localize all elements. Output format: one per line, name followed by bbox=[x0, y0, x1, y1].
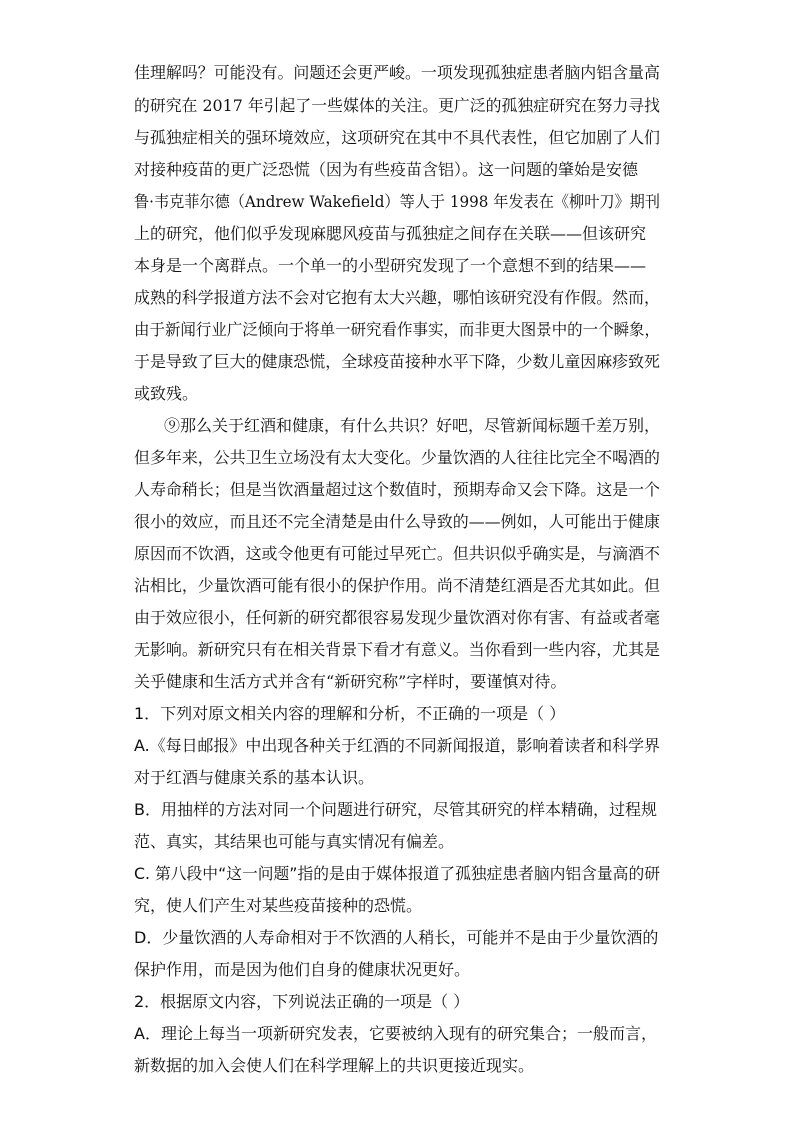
option-line bbox=[0, 1018, 794, 1050]
passage-line bbox=[0, 154, 794, 186]
option-line bbox=[0, 730, 794, 762]
passage-line bbox=[0, 90, 794, 122]
question-stem bbox=[0, 986, 794, 1018]
option-line-text: C. 第八段中“这一问题”指的是由于媒体报道了孤独症患者脑内铝含量高的研 bbox=[134, 864, 660, 883]
option-line-text: A．理论上每当一项新研究发表，它要被纳入现有的研究集合；一般而言， bbox=[134, 1024, 657, 1043]
option-line-text: A.《每日邮报》中出现各种关于红酒的不同新闻报道，影响着读者和科学界 bbox=[134, 736, 661, 755]
passage-line-text: 对接种疫苗的更广泛恐慌（因为有些疫苗含铝）。这一问题的肇始是安德 bbox=[134, 160, 639, 179]
passage-line bbox=[0, 122, 794, 154]
passage-line bbox=[0, 666, 794, 698]
option-line bbox=[0, 954, 794, 986]
passage-line bbox=[0, 186, 794, 218]
option-line bbox=[0, 794, 794, 826]
option-line-text: D．少量饮酒的人寿命相对于不饮酒的人稍长，可能并不是由于少量饮酒的 bbox=[134, 928, 659, 947]
passage-line-text: 鲁·韦克菲尔德（Andrew Wakefield）等人于 1998 年发表在《柳叶刀》期刊 bbox=[134, 192, 660, 211]
passage-line-text: 人寿命稍长；但是当饮酒量超过这个数值时，预期寿命又会下降。这是一个 bbox=[134, 480, 661, 499]
passage-line bbox=[0, 634, 794, 666]
passage-line bbox=[0, 474, 794, 506]
passage-line bbox=[0, 506, 794, 538]
passage-line bbox=[0, 218, 794, 250]
question-stem-text: 2．根据原文内容，下列说法正确的一项是（ ） bbox=[134, 992, 470, 1011]
passage-line bbox=[0, 538, 794, 570]
option-line-text: 新数据的加入会使人们在科学理解上的共识更接近现实。 bbox=[134, 1056, 535, 1075]
option-line-text: B．用抽样的方法对同一个问题进行研究，尽管其研究的样本精确，过程规 bbox=[134, 800, 657, 819]
passage-line bbox=[0, 57, 794, 89]
option-line bbox=[0, 762, 794, 794]
passage-line bbox=[0, 314, 794, 346]
passage-line-text: 上的研究，他们似乎发现麻腮风疫苗与孤独症之间存在关联——但该研究 bbox=[134, 224, 647, 243]
option-line bbox=[0, 826, 794, 858]
passage-line-text: ⑨那么关于红酒和健康，有什么共识？好吧，尽管新闻标题千差万别， bbox=[164, 416, 661, 435]
passage-line-text: 原因而不饮酒，这或令他更有可能过早死亡。但共识似乎确实是，与滴酒不 bbox=[134, 544, 661, 563]
passage-line-text: 但多年来，公共卫生立场没有太大变化。少量饮酒的人往往比完全不喝酒的 bbox=[134, 448, 661, 467]
option-line-text: 究，使人们产生对某些疫苗接种的恐慌。 bbox=[134, 896, 423, 915]
passage-line-text: 很小的效应，而且还不完全清楚是由什么导致的——例如，人可能出于健康 bbox=[134, 512, 661, 531]
passage-line bbox=[0, 282, 794, 314]
passage-line-text: 本身是一个离群点。一个单一的小型研究发现了一个意想不到的结果—— bbox=[134, 256, 647, 275]
passage-line bbox=[0, 570, 794, 602]
passage-line-text: 的研究在 2017 年引起了一些媒体的关注。更广泛的孤独症研究在努力寻找 bbox=[134, 96, 661, 115]
question-stem-text: 1．下列对原文相关内容的理解和分析，不正确的一项是（ ） bbox=[134, 704, 566, 723]
passage-line-text: 佳理解吗？可能没有。问题还会更严峻。一项发现孤独症患者脑内铝含量高 bbox=[134, 63, 661, 82]
passage-line-text: 由于新闻行业广泛倾向于将单一研究看作事实，而非更大图景中的一个瞬象， bbox=[134, 320, 661, 339]
option-line bbox=[0, 890, 794, 922]
passage-line-text: 与孤独症相关的强环境效应，这项研究在其中不具代表性，但它加剧了人们 bbox=[134, 128, 661, 147]
passage-line bbox=[0, 378, 794, 410]
option-line bbox=[0, 858, 794, 890]
passage-line-text: 由于效应很小，任何新的研究都很容易发现少量饮酒对你有害、有益或者毫 bbox=[134, 608, 661, 627]
passage-line-text: 沾相比，少量饮酒可能有很小的保护作用。尚不清楚红酒是否尤其如此。但 bbox=[134, 576, 661, 595]
option-line-text: 对于红酒与健康关系的基本认识。 bbox=[134, 768, 375, 787]
option-line-text: 范、真实，其结果也可能与真实情况有偏差。 bbox=[134, 832, 455, 851]
passage-line bbox=[0, 346, 794, 378]
passage-line-text: 于是导致了巨大的健康恐慌，全球疫苗接种水平下降，少数儿童因麻疹致死 bbox=[134, 352, 661, 371]
passage-line-text: 或致残。 bbox=[134, 384, 199, 403]
passage-line bbox=[0, 410, 794, 442]
passage-line-text: 关乎健康和生活方式并含有“新研究称”字样时，要谨慎对待。 bbox=[134, 672, 567, 691]
passage-line bbox=[0, 442, 794, 474]
option-line bbox=[0, 1050, 794, 1082]
passage-line-text: 成熟的科学报道方法不会对它抱有太大兴趣，哪怕该研究没有作假。然而， bbox=[134, 288, 661, 307]
passage-line bbox=[0, 250, 794, 282]
option-line-text: 保护作用，而是因为他们自身的健康状况更好。 bbox=[134, 960, 471, 979]
passage-line-text: 无影响。新研究只有在相关背景下看才有意义。当你看到一些内容，尤其是 bbox=[134, 640, 661, 659]
option-line bbox=[0, 922, 794, 954]
passage-line bbox=[0, 602, 794, 634]
question-stem bbox=[0, 698, 794, 730]
